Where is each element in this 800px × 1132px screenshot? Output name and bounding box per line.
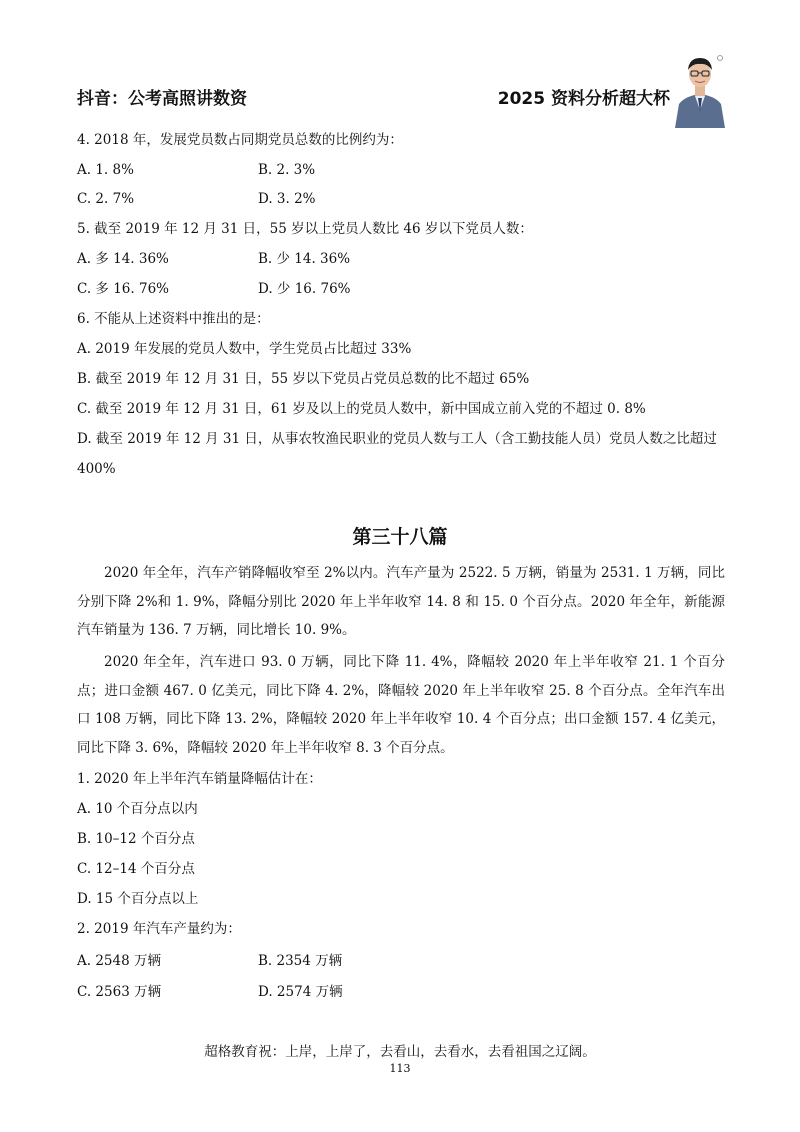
article-paragraph-2: 2020 年全年，汽车进口 93. 0 万辆，同比下降 11. 4%，降幅较 2020 年上半年收窄 21. 1 个百分点；进口金额 467. 0 亿美元，同比下降 4. 2%，降幅较 2020 年上半年收窄 25. 8 个百分点。全年汽车出口 108 万辆，同比下降 13. 2%，降幅较 2020 年上半年收窄 10. 4 个百分点；出口金额 157. 4 亿美元，同比下降 3. 6%，降幅较 2020 年上半年收窄 8. 3 个百分点。 xyxy=(77,654,725,756)
header-left-title: 抖音：公考高照讲数资 xyxy=(77,89,247,109)
question-6-option-c: C. 截至 2019 年 12 月 31 日，61 岁及以上的党员人数中，新中国成立前入党的不超过 0. 8% xyxy=(77,401,646,417)
question-5-option-a: A. 多 14. 36% xyxy=(77,251,169,267)
article-paragraph-1: 2020 年全年，汽车产销降幅收窄至 2%以内。汽车产量为 2522. 5 万辆，销量为 2531. 1 万辆，同比分别下降 2%和 1. 9%，降幅分别比 2020 年上半年收窄 14. 8 和 15. 0 个百分点。2020 年全年，新能源汽车销量为 136. 7 万辆，同比增长 10. 9%。 xyxy=(77,565,725,638)
question-2-stem: 2. 2019 年汽车产量约为： xyxy=(77,921,241,937)
question-2-option-b: B. 2354 万辆 xyxy=(258,953,343,969)
question-5-option-b: B. 少 14. 36% xyxy=(258,251,351,267)
question-6-stem: 6. 不能从上述资料中推出的是： xyxy=(77,311,270,327)
question-2-option-a: A. 2548 万辆 xyxy=(77,953,161,969)
question-2-option-c: C. 2563 万辆 xyxy=(77,984,162,1000)
question-1-stem: 1. 2020 年上半年汽车销量降幅估计在： xyxy=(77,771,322,787)
question-1-option-d: D. 15 个百分点以上 xyxy=(77,891,199,907)
question-6-option-d-line2: 400% xyxy=(77,461,116,477)
article-title: 第三十八篇 xyxy=(352,526,448,548)
question-4-option-b: B. 2. 3% xyxy=(258,162,316,178)
question-5-option-d: D. 少 16. 76% xyxy=(258,281,351,297)
question-4-stem: 4. 2018 年，发展党员数占同期党员总数的比例约为： xyxy=(77,132,403,148)
question-4-option-a: A. 1. 8% xyxy=(77,162,134,178)
question-5-stem: 5. 截至 2019 年 12 月 31 日，55 岁以上党员人数比 46 岁以下党员人数： xyxy=(77,221,533,237)
teacher-avatar xyxy=(671,52,729,128)
question-4-option-d: D. 3. 2% xyxy=(258,191,316,207)
header-right-title: 2025 资料分析超大杯 xyxy=(497,89,670,109)
question-5-option-c: C. 多 16. 76% xyxy=(77,281,169,297)
footer-motto: 超格教育祝：上岸，上岸了，去看山，去看水，去看祖国之辽阔。 xyxy=(204,1044,596,1060)
question-6-option-a: A. 2019 年发展的党员人数中，学生党员占比超过 33% xyxy=(77,341,412,357)
page-number: 113 xyxy=(389,1062,411,1075)
question-6-option-b: B. 截至 2019 年 12 月 31 日，55 岁以下党员占党员总数的比不超过 65% xyxy=(77,371,530,387)
question-1-option-c: C. 12–14 个百分点 xyxy=(77,861,195,877)
question-2-option-d: D. 2574 万辆 xyxy=(258,984,343,1000)
question-6-option-d-line1: D. 截至 2019 年 12 月 31 日，从事农牧渔民职业的党员人数与工人（含工勤技能人员）党员人数之比超过 xyxy=(77,431,717,447)
question-4-option-c: C. 2. 7% xyxy=(77,191,135,207)
question-1-option-b: B. 10–12 个百分点 xyxy=(77,831,195,847)
question-1-option-a: A. 10 个百分点以内 xyxy=(77,801,198,817)
